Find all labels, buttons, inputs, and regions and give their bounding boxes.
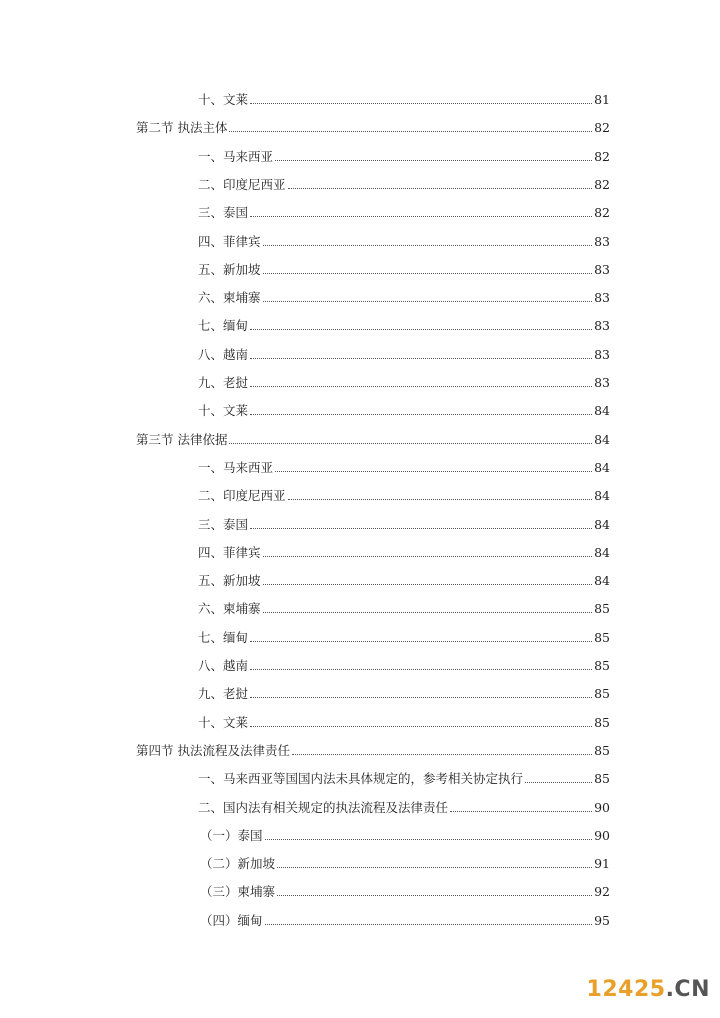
toc-dot-leader <box>250 329 592 330</box>
toc-dot-leader <box>250 414 592 415</box>
toc-dot-leader <box>263 556 592 557</box>
toc-page-number: 82 <box>594 205 610 221</box>
toc-dot-leader <box>275 160 592 161</box>
toc-dot-leader <box>250 726 592 727</box>
toc-entry-title: 四、菲律宾 <box>198 233 261 249</box>
toc-entry-title: 五、新加坡 <box>198 261 261 277</box>
toc-page-number: 85 <box>594 771 610 787</box>
toc-entry[interactable] <box>198 484 610 504</box>
toc-entry-title: 一、马来西亚等国国内法未具体规定的，参考相关协定执行 <box>198 771 524 787</box>
toc-page-number: 92 <box>594 884 610 900</box>
toc-entry[interactable] <box>198 399 610 419</box>
toc-page-number: 90 <box>594 827 610 843</box>
toc-entry[interactable] <box>198 541 610 561</box>
toc-dot-leader <box>263 273 592 274</box>
toc-entry-title: 三、泰国 <box>198 205 249 221</box>
toc-page-number: 84 <box>594 459 610 475</box>
toc-page-number: 83 <box>594 375 610 390</box>
toc-section-entry[interactable] <box>136 739 610 759</box>
toc-entry[interactable] <box>198 314 610 334</box>
toc-page-number: 81 <box>594 92 610 107</box>
toc-entry-title: 二、印度尼西亚 <box>198 176 286 192</box>
toc-dot-leader <box>250 528 592 529</box>
toc-entry-title: 三、泰国 <box>198 516 249 532</box>
toc-entry-title: （四）缅甸 <box>200 912 263 928</box>
toc-page-number: 84 <box>594 573 610 589</box>
toc-dot-leader <box>250 103 592 104</box>
toc-entry[interactable] <box>198 569 610 589</box>
toc-entry[interactable] <box>198 258 610 278</box>
toc-dot-leader <box>265 839 592 840</box>
toc-dot-leader <box>288 188 592 189</box>
toc-page-number: 84 <box>594 516 610 532</box>
toc-dot-leader <box>277 867 592 868</box>
toc-page-number: 82 <box>594 176 610 192</box>
toc-dot-leader <box>288 499 592 500</box>
toc-entry-title: 五、新加坡 <box>198 573 261 589</box>
toc-page-number: 82 <box>594 120 610 136</box>
toc-page-number: 84 <box>594 403 610 419</box>
toc-page-number: 85 <box>594 686 610 702</box>
toc-dot-leader <box>263 245 592 246</box>
toc-entry-title: 十、文莱 <box>198 403 249 419</box>
toc-entry-title: （二）新加坡 <box>200 856 276 872</box>
toc-page-number: 95 <box>594 912 610 928</box>
toc-entry[interactable] <box>198 626 610 646</box>
toc-page-number: 84 <box>594 544 610 560</box>
toc-entry-title: 九、老挝 <box>198 375 249 390</box>
toc-dot-leader <box>292 754 592 755</box>
toc-entry-title: 七、缅甸 <box>198 629 249 645</box>
toc-entry-title: 八、越南 <box>198 658 249 673</box>
toc-dot-leader <box>229 131 592 132</box>
toc-entry-title: 十、文莱 <box>198 92 249 107</box>
toc-dot-leader <box>265 924 592 925</box>
toc-page-number: 84 <box>594 488 610 504</box>
toc-page-number: 83 <box>594 290 610 306</box>
toc-entry[interactable] <box>198 682 610 702</box>
toc-entry[interactable] <box>200 909 610 929</box>
toc-entry-title: （三）柬埔寨 <box>200 884 276 900</box>
toc-page-number: 85 <box>594 742 610 758</box>
toc-entry-title: 一、马来西亚 <box>198 148 274 164</box>
toc-entry[interactable] <box>198 711 610 731</box>
toc-entry-title: 十、文莱 <box>198 714 249 730</box>
toc-dot-leader <box>263 301 592 302</box>
watermark-number: 12425 <box>586 977 666 1002</box>
toc-entry[interactable] <box>198 513 610 533</box>
toc-entry[interactable] <box>198 456 610 476</box>
toc-entry-title: 第三节 法律依据 <box>136 431 228 447</box>
toc-dot-leader <box>250 386 592 387</box>
toc-page-number: 83 <box>594 318 610 334</box>
toc-page-number: 85 <box>594 658 610 673</box>
toc-entry[interactable] <box>198 201 610 221</box>
toc-page-number: 83 <box>594 233 610 249</box>
toc-entry[interactable] <box>198 286 610 306</box>
toc-dot-leader <box>250 669 592 670</box>
toc-entry[interactable] <box>198 796 610 816</box>
toc-dot-leader <box>277 895 592 896</box>
toc-dot-leader <box>450 811 592 812</box>
toc-entry[interactable] <box>200 880 610 900</box>
site-watermark <box>587 977 710 1002</box>
toc-entry-title: 四、菲律宾 <box>198 544 261 560</box>
toc-entry[interactable] <box>198 173 610 193</box>
toc-page-number: 85 <box>594 601 610 617</box>
toc-dot-leader <box>250 641 592 642</box>
toc-page-number: 91 <box>594 856 610 872</box>
toc-entry-title: 二、国内法有相关规定的执法流程及法律责任 <box>198 799 449 815</box>
toc-dot-leader <box>275 471 592 472</box>
toc-entry-title: 六、柬埔寨 <box>198 601 261 617</box>
toc-entry-title: 第二节 执法主体 <box>136 120 228 136</box>
toc-entry[interactable] <box>198 597 610 617</box>
toc-entry-title: 六、柬埔寨 <box>198 290 261 306</box>
toc-page-number: 85 <box>594 714 610 730</box>
toc-entry[interactable] <box>198 654 610 674</box>
toc-entry-title: 第四节 执法流程及法律责任 <box>136 742 290 758</box>
toc-dot-leader <box>250 216 592 217</box>
toc-dot-leader <box>229 443 592 444</box>
toc-entry-title: 二、印度尼西亚 <box>198 488 286 504</box>
toc-entry[interactable] <box>200 852 610 872</box>
toc-entry-title: 七、缅甸 <box>198 318 249 334</box>
toc-entry[interactable] <box>198 88 610 108</box>
toc-entry-title: 九、老挝 <box>198 686 249 702</box>
toc-section-entry[interactable] <box>136 116 610 136</box>
toc-dot-leader <box>250 358 592 359</box>
toc-entry[interactable] <box>198 343 610 363</box>
toc-page-number: 90 <box>594 799 610 815</box>
toc-dot-leader <box>250 697 592 698</box>
toc-section-entry[interactable] <box>136 428 610 448</box>
toc-entry[interactable] <box>200 824 610 844</box>
toc-entry-title: （一）泰国 <box>200 827 263 843</box>
toc-dot-leader <box>263 612 592 613</box>
toc-page-number: 83 <box>594 346 610 362</box>
toc-entry-title: 八、越南 <box>198 346 249 362</box>
toc-page-number: 82 <box>594 148 610 164</box>
toc-dot-leader <box>263 584 592 585</box>
toc-page-number: 83 <box>594 261 610 277</box>
toc-entry[interactable] <box>198 371 610 391</box>
toc-page-number: 84 <box>594 431 610 447</box>
toc-entry-title: 一、马来西亚 <box>198 459 274 475</box>
watermark-domain: .CN <box>665 977 710 1002</box>
toc-entry[interactable] <box>198 230 610 250</box>
toc-entry[interactable] <box>198 767 610 787</box>
toc-dot-leader <box>525 782 592 783</box>
toc-page-number: 85 <box>594 629 610 645</box>
toc-entry[interactable] <box>198 145 610 165</box>
